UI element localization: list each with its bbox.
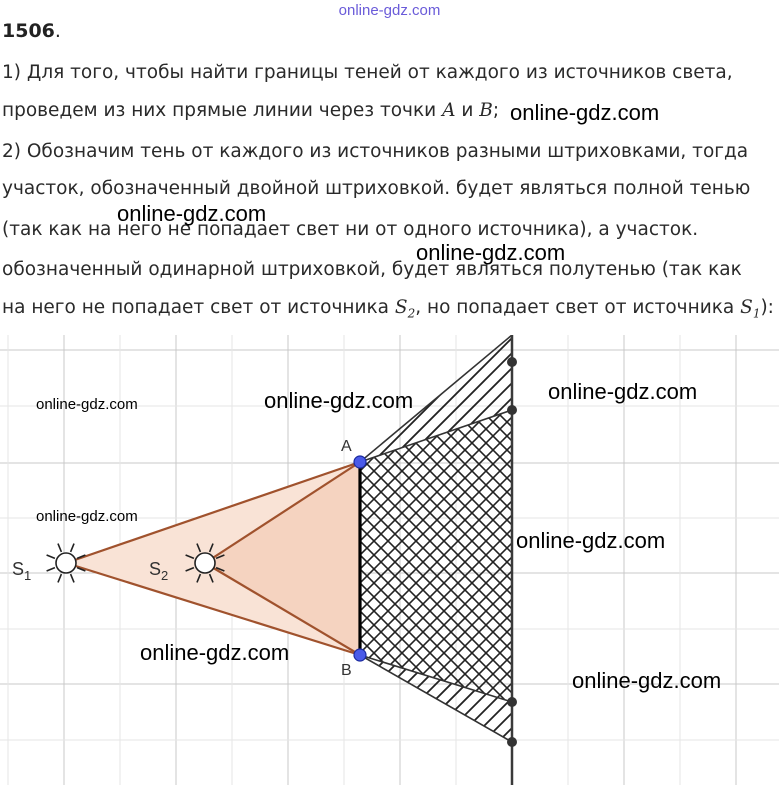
text-line-4: участок, обозначенный двойной штриховкой. будет являться полной тенью (2, 178, 751, 199)
text-line-2-pre: проведем из них прямые линии через точки (2, 100, 443, 121)
point-a (354, 456, 366, 468)
label-s1-letter: S (12, 559, 25, 579)
watermark-2: online-gdz.com (117, 201, 267, 226)
problem-number (2, 20, 61, 42)
label-b: B (341, 662, 352, 679)
label-s2-index: 2 (161, 568, 169, 583)
source-s2-ref-index: 2 (407, 306, 416, 321)
source-s2-ref (394, 297, 416, 321)
label-a: A (341, 438, 352, 455)
text-line-7-end: ): (760, 297, 774, 318)
watermark-9: online-gdz.com (140, 640, 290, 665)
watermark-6: online-gdz.com (36, 396, 138, 413)
source-s1-ref-index: 1 (752, 306, 761, 321)
text-line-1: 1) Для того, чтобы найти границы теней от каждого из источников света, (2, 62, 733, 83)
problem-number-value: 1506 (2, 20, 55, 42)
source-s2-ref-letter: S (394, 297, 408, 318)
screen-point-1 (507, 357, 517, 367)
text-line-7 (2, 297, 774, 321)
source-s1-ref (740, 297, 761, 321)
watermark-5: online-gdz.com (548, 379, 698, 404)
text-line-6: обозначенный одинарной штриховкой, будет являться полутенью (так как (2, 259, 742, 280)
text-line-2-semi: ; (492, 100, 500, 121)
label-s1-index: 1 (24, 568, 32, 583)
label-s1 (12, 559, 31, 583)
point-a-ref: A (442, 100, 456, 121)
top-watermark: online-gdz.com (338, 2, 441, 19)
text-line-7-pre: на него не попадает свет от источника (2, 297, 395, 318)
text-line-2-mid: и (455, 100, 480, 121)
watermark-7: online-gdz.com (36, 508, 138, 525)
point-b (354, 649, 366, 661)
screen-point-2 (507, 405, 517, 415)
watermark-4: online-gdz.com (264, 388, 414, 413)
source-s1-ref-letter: S (740, 297, 753, 318)
text-line-2 (2, 100, 499, 121)
text-line-5: (так как на него не попадает свет ни от одного источника), а участок. (2, 219, 699, 240)
watermark-8: online-gdz.com (516, 528, 666, 553)
point-b-ref: B (479, 100, 493, 121)
watermark-3: online-gdz.com (416, 240, 566, 265)
screen-point-4 (507, 737, 517, 747)
watermark-1: online-gdz.com (510, 100, 660, 125)
text-line-7-mid: , но попадает свет от источника (415, 297, 741, 318)
problem-number-punct: . (54, 20, 61, 42)
watermark-10: online-gdz.com (572, 668, 722, 693)
text-line-3: 2) Обозначим тень от каждого из источников разными штриховками, тогда (2, 141, 749, 162)
label-s2-letter: S (149, 559, 162, 579)
screen-point-3 (507, 697, 517, 707)
